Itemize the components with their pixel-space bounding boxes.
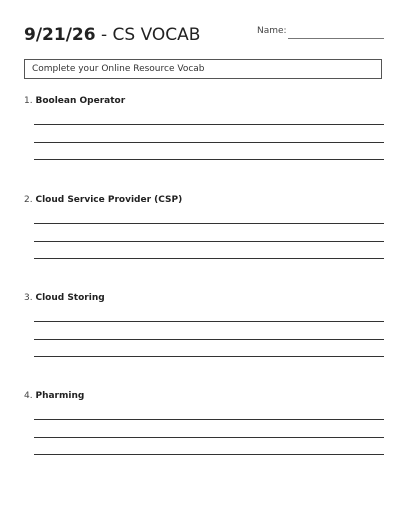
question-number: 3. (24, 293, 33, 303)
question-number: 2. (24, 195, 33, 205)
question-term: Boolean Operator (35, 96, 126, 106)
answer-line[interactable] (34, 339, 384, 340)
title-separator: - (95, 25, 113, 45)
instructions-box: Complete your Online Resource Vocab (24, 59, 382, 79)
answer-line[interactable] (34, 159, 384, 160)
name-label: Name: (257, 26, 287, 36)
answer-line[interactable] (34, 258, 384, 259)
answer-line[interactable] (34, 124, 384, 125)
answer-line[interactable] (34, 419, 384, 420)
question-3 (24, 292, 384, 304)
answer-line[interactable] (34, 223, 384, 224)
question-2 (24, 194, 384, 206)
worksheet-date: 9/21/26 (24, 25, 96, 45)
question-label (24, 95, 384, 107)
answer-line[interactable] (34, 142, 384, 143)
answer-line[interactable] (34, 437, 384, 438)
question-term: Cloud Storing (35, 293, 105, 303)
answer-line[interactable] (34, 321, 384, 322)
question-4 (24, 390, 384, 402)
question-label (24, 390, 384, 402)
page-title (24, 24, 200, 46)
question-label (24, 194, 384, 206)
answer-line[interactable] (34, 454, 384, 455)
question-1 (24, 95, 384, 107)
worksheet-title: CS VOCAB (112, 25, 201, 45)
question-number: 4. (24, 391, 33, 401)
answer-line[interactable] (34, 356, 384, 357)
question-term: Cloud Service Provider (CSP) (35, 195, 183, 205)
answer-line[interactable] (34, 241, 384, 242)
question-number: 1. (24, 96, 33, 106)
question-term: Pharming (35, 391, 85, 401)
question-label (24, 292, 384, 304)
name-field-line[interactable] (288, 38, 384, 39)
